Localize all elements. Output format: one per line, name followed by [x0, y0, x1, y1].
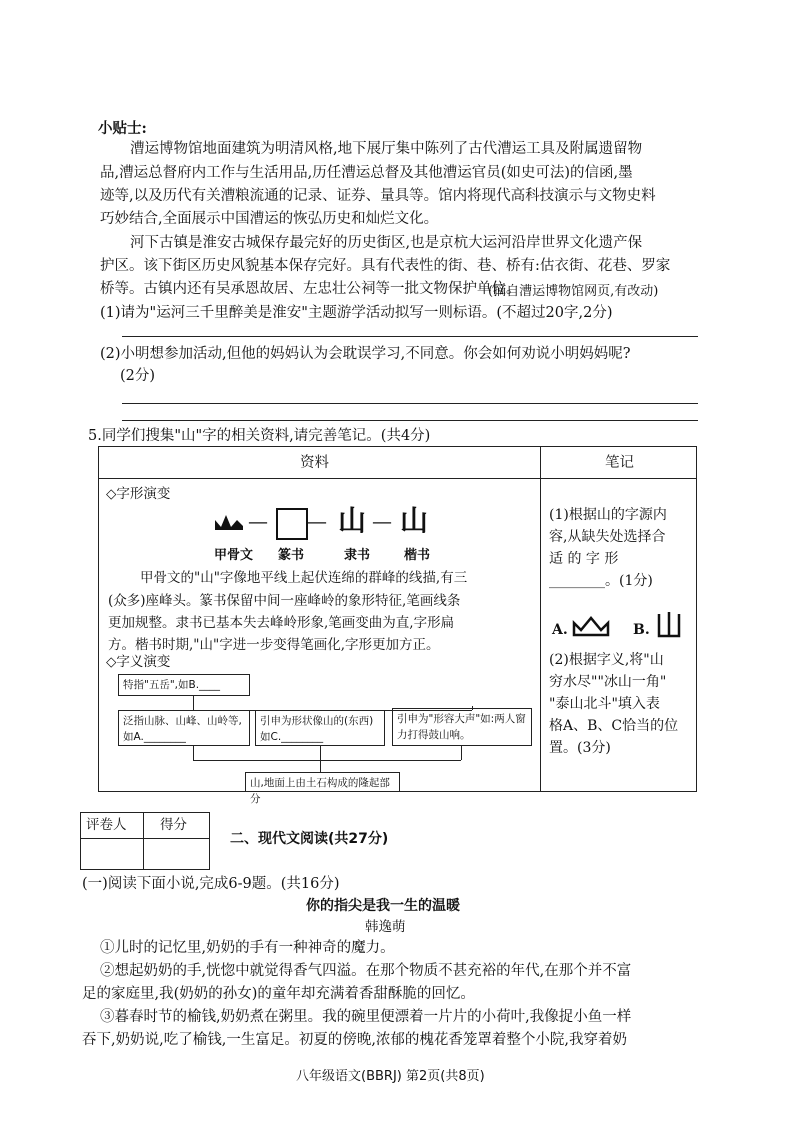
meaning-heading: ◇字义演变 — [106, 654, 171, 670]
meaning-box-b[interactable]: 特指"五岳",如B.____ — [118, 674, 250, 696]
note-line: (1)根据山的字源内 — [549, 507, 667, 523]
explanation-line: 更加规整。隶书已基本失去峰岭形象,笔画变曲为直,字形扁 — [108, 615, 455, 631]
score-table-divider — [143, 812, 144, 870]
story-line: ③暮春时节的榆钱,奶奶煮在粥里。我的碗里便漂着一片片的小荷叶,我像捉小鱼一样 — [100, 1009, 632, 1025]
tips-line: 巧妙结合,全面展示中国漕运的恢弘历史和灿烂文化。 — [100, 211, 439, 227]
clerical-glyph: 山 — [338, 504, 367, 537]
story-author: 韩逸萌 — [365, 919, 406, 935]
connector — [461, 746, 462, 760]
note-line: "泰山北斗"填入表 — [549, 696, 660, 712]
connector — [320, 760, 321, 772]
answer-line[interactable] — [122, 403, 698, 404]
option-b-label: B. — [633, 622, 650, 638]
table-header-rule — [98, 478, 697, 479]
tips-line: 迹等,以及历代有关漕粮流通的记录、证券、量具等。馆内将现代高科技演示与文物史料 — [100, 188, 656, 204]
tips-line: 河下古镇是淮安古城保存最完好的历史街区,也是京杭大运河沿岸世界文化遗产保 — [130, 235, 643, 251]
reviewer-label: 评卷人 — [86, 817, 127, 833]
q4-sub2-points: (2分) — [120, 368, 156, 384]
meaning-box-root: 山,地面上由土石构成的隆起部分 — [245, 772, 400, 792]
tips-source: (摘自漕运博物馆网页,有改动) — [488, 284, 659, 299]
option-a-glyph-icon[interactable] — [571, 615, 611, 639]
reading-intro: (一)阅读下面小说,完成6-9题。(共16分) — [82, 876, 340, 892]
regular-glyph: 山 — [400, 504, 429, 537]
option-a-label: A. — [552, 622, 568, 638]
explanation-line: (众多)座峰头。篆书保留中间一座峰岭的象形特征,笔画线条 — [108, 593, 461, 609]
note-line: 置。(3分) — [549, 740, 611, 756]
note-line: (2)根据字义,将"山 — [549, 652, 664, 668]
story-title: 你的指尖是我一生的温暖 — [306, 898, 460, 914]
story-line: ①儿时的记忆里,奶奶的手有一种神奇的魔力。 — [100, 940, 395, 956]
note-line: ________。(1分) — [549, 573, 653, 589]
q4-sub2: (2)小明想参加活动,但他的妈妈认为会耽误学习,不同意。你会如何劝说小明妈妈呢? — [100, 346, 631, 362]
explanation-line: 方。楷书时期,"山"字进一步变得笔画化,字形更加方正。 — [108, 637, 440, 653]
seal-script-blank[interactable] — [276, 508, 308, 540]
meaning-box-a[interactable]: 泛指山脉、山峰、山岭等,如A.________ — [118, 710, 250, 746]
note-line: 适 的 字 形 — [549, 551, 619, 567]
glyph-label: 篆书 — [278, 548, 305, 563]
connector — [193, 746, 194, 760]
story-line: 吞下,奶奶说,吃了榆钱,一生富足。初夏的傍晚,浓郁的槐花香笼罩着整个小院,我穿着奶 — [82, 1032, 628, 1048]
explanation-line: 甲骨文的"山"字像地平线上起伏连绵的群峰的线描,有三 — [140, 570, 468, 586]
connector — [320, 746, 321, 760]
table-divider — [540, 446, 541, 792]
tips-line: 护区。该下街区历史风貌基本保存完好。具有代表性的街、巷、桥有:估衣街、花巷、罗家 — [100, 258, 671, 274]
score-cell[interactable] — [145, 839, 208, 868]
q4-sub1: (1)请为"运河三千里醉美是淮安"主题游学活动拟写一则标语。(不超过20字,2分) — [100, 305, 613, 321]
note-line: 格A、B、C恰当的位 — [549, 718, 679, 734]
score-label: 得分 — [160, 817, 187, 833]
meaning-box-c[interactable]: 引申为形状像山的(东西)如C.________ — [255, 710, 385, 746]
answer-line[interactable] — [122, 336, 698, 337]
glyph-dash: — — [307, 509, 327, 533]
glyph-heading: ◇字形演变 — [106, 486, 171, 502]
tips-line: 漕运博物馆地面建筑为明清风格,地下展厅集中陈列了古代漕运工具及附属遗留物 — [130, 141, 643, 157]
answer-line[interactable] — [122, 420, 698, 421]
meaning-box-sound: 引申为"形容大声"如:两人窗力打得鼓山响。 — [392, 708, 532, 746]
glyph-dash: — — [372, 509, 392, 533]
col-material-header: 资料 — [300, 455, 329, 471]
tips-heading: 小贴士: — [98, 120, 147, 137]
tips-line: 品,漕运总督府内工作与生活用品,历任漕运总督及其他漕运官员(如史可法)的信函,墨 — [100, 165, 633, 181]
tips-line: 桥等。古镇内还有吴承恩故居、左忠壮公祠等一批文物保护单位。 — [100, 281, 521, 297]
col-notes-header: 笔记 — [605, 455, 634, 471]
story-line: 足的家庭里,我(奶奶的孙女)的童年却充满着香甜酥脆的回忆。 — [82, 986, 475, 1002]
connector — [193, 760, 461, 761]
q5-prompt: 5.同学们搜集"山"字的相关资料,请完善笔记。(共4分) — [88, 428, 431, 444]
note-line: 容,从缺失处选择合 — [549, 529, 666, 545]
story-line: ②想起奶奶的手,恍惚中就觉得香气四溢。在那个物质不甚充裕的年代,在那个并不富 — [100, 963, 632, 979]
connector — [193, 696, 194, 710]
oracle-bone-glyph-icon — [212, 512, 246, 534]
glyph-dash: — — [248, 509, 268, 533]
glyph-label: 隶书 — [344, 548, 371, 563]
section-heading: 二、现代文阅读(共27分) — [230, 831, 389, 847]
glyph-label: 楷书 — [404, 548, 431, 563]
reviewer-cell[interactable] — [81, 839, 142, 868]
glyph-label: 甲骨文 — [214, 548, 254, 563]
option-b-glyph-icon[interactable] — [655, 610, 683, 640]
page-footer: 八年级语文(BBRJ) 第2页(共8页) — [296, 1069, 485, 1084]
note-line: 穷水尽""冰山一角" — [549, 674, 667, 690]
